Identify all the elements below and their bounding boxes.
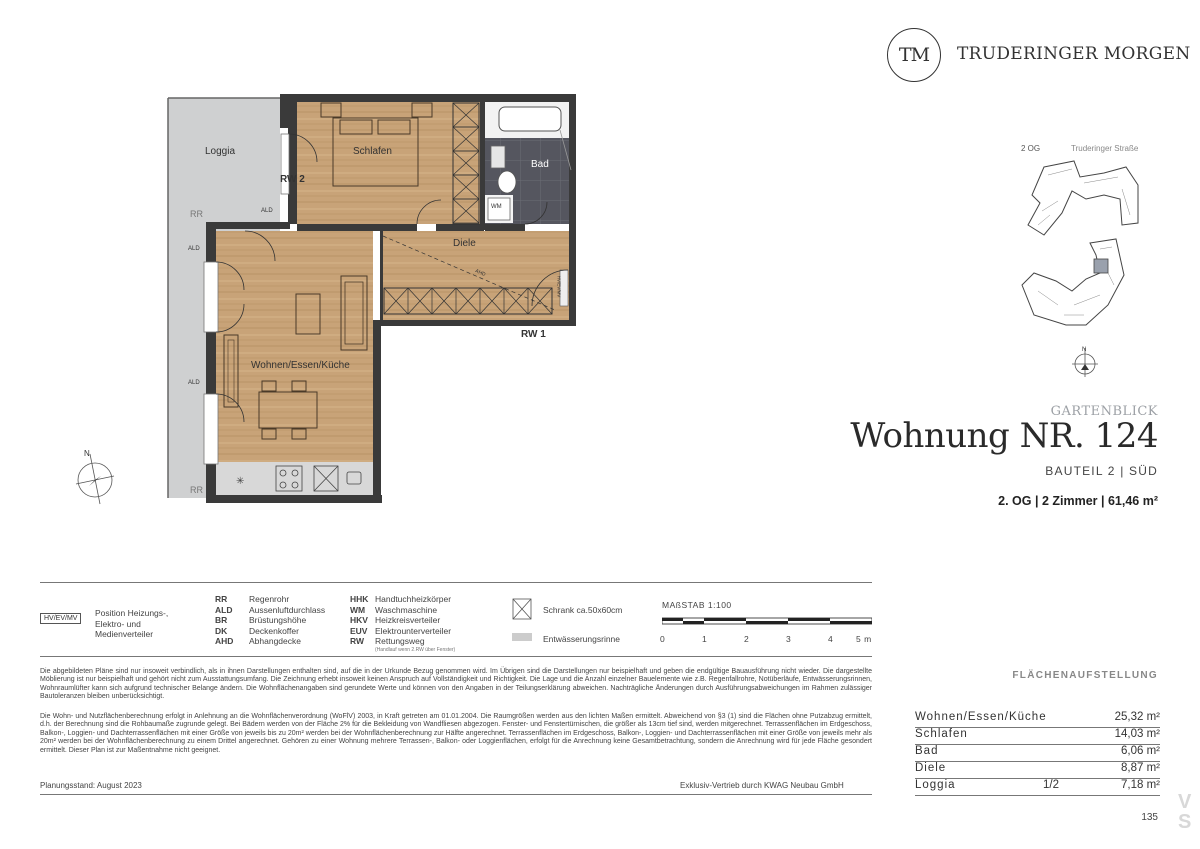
legend-item: HKV Heizkreisverteiler xyxy=(350,615,441,625)
room-label-diele: Diele xyxy=(453,238,476,249)
legend-rinne: Entwässerungsrinne xyxy=(543,634,621,644)
legend-item: RR Regenrohr xyxy=(215,594,290,604)
side-watermark: V S xyxy=(1178,791,1192,833)
wm-marker: WM xyxy=(491,204,502,210)
area-row: Wohnen/Essen/Küche 25,32 m² xyxy=(915,710,1160,728)
disclaimer-paragraph-2: Die Wohn- und Nutzflächenberechnung erfolgt in Anlehnung an die Wohnflächenverordnung (WoFlV) 2003, in Kraft getreten am 01.01.2004. Die Raumgrößen werden aus den lichten Maßen ermittelt. Abweichend von §3 (1) sind die Flächen ohne Putzabzug ermittelt, d.h. der Berechnung sind die Rohbaumaße zugrunde gelegt. Bei Bädern werden von der Fläche 2% für die Bekleidung von Wandfliesen abgezogen. Fenster- und Fenstertürnischen, die größer als 13cm tief sind, werden mitgerechnet. Terrassenflächen im Erdgeschoss, Balkon-, Loggien- und Dachterrassenflächen mit einer Größe von jeweils bis zu 20m² werden bei der Wohnflächenberechnung zur Hälfte angerechnet. Terrassenflächen im Erdgeschoss, Balkon-, Loggien- und Dachterrassenflächen mit einer Größe von jeweils mehr als 20m² werden bei der Wohnflächenberechnung zu einem Drittel angerechnet. Gehören zu einer Wohnung mehrere Terrassen-, Balkon- oder Loggienflächen, erfolgt für die Anrechnung keine Gesamtbetrachtung, sondern die Anrechnung wird für jede Fläche gesondert ermittelt. Dieser Plan ist zur Maßentnahme nicht geeignet. xyxy=(40,713,872,754)
scale-tick-0: 0 xyxy=(660,634,666,644)
ald-marker-3: ALD xyxy=(261,208,273,214)
svg-text:N: N xyxy=(1082,347,1087,353)
room-label-schlafen: Schlafen xyxy=(353,146,392,157)
ald-marker-2: ALD xyxy=(188,380,200,386)
apartment-summary: 2. OG | 2 Zimmer | 61,46 m² xyxy=(998,494,1158,508)
scale-tick-3: 3 xyxy=(786,634,792,644)
room-label-loggia: Loggia xyxy=(205,146,236,157)
apartment-title: Wohnung NR. 124 xyxy=(850,416,1158,456)
room-label-bad: Bad xyxy=(531,159,549,170)
site-street-label: Truderinger Straße xyxy=(1071,144,1139,153)
apartment-category: GARTENBLICK xyxy=(1050,404,1158,419)
toilet xyxy=(498,171,516,193)
site-floor-label: 2 OG xyxy=(1021,144,1041,153)
scale-tick-2: 2 xyxy=(744,634,750,644)
legend-hv-box: HV/EV/MV xyxy=(40,613,81,624)
legend-schrank: Schrank ca.50x60cm xyxy=(543,605,623,615)
legend-item: BR Brüstungshöhe xyxy=(215,615,307,625)
footer-rule xyxy=(40,794,872,795)
svg-text:N: N xyxy=(84,449,90,458)
room-label-wohnen: Wohnen/Essen/Küche xyxy=(251,360,350,371)
area-row: Schlafen 14,03 m² xyxy=(915,727,1160,745)
brand-logo xyxy=(887,28,941,82)
sales-agent: Exklusiv-Vertrieb durch KWAG Neubau GmbH xyxy=(680,781,844,790)
legend-item: ALD Aussenluftdurchlass xyxy=(215,604,326,615)
brand-monogram: TM xyxy=(898,44,930,66)
drain-channel-icon xyxy=(512,633,532,641)
disclaimer-paragraph-1: Die abgebildeten Pläne sind nur insoweit verbindlich, als in ihnen Darstellungen enthalten sind, auf die in der Urkunde Bezug genommen wird. Im Übrigen sind die Darstellungen nur beispielhaft und geben die endgültige Bauausführung nicht wieder. Die dargestellte Möblierung ist nur beispielhaft und gehört nicht zum Ausstattungsumfang. Die Zeichnung erhebt insoweit keinen Anspruch auf Vollständigkeit und Richtigkeit. Die Lage und die Anzahl einzelner Bauelemente wie z.B. Regenfallrohre, Notüberläufe, Entwässerungsrinnen, Wohnraumlüfter kann sich aufgrund technischer Belange ändern. Die Wohnflächenangaben sind gerundete Werte und können von den Angaben in der Teilungserklärung abweichen. Nachträgliche Änderungen durch Ausführungsabweichungen im Rahmen zulässiger Bautoleranzen bleiben unberücksichtigt. xyxy=(40,668,872,701)
site-apartment-highlight xyxy=(1094,259,1108,273)
legend-column-2 xyxy=(350,594,455,653)
areas-title: FLÄCHENAUFSTELLUNG xyxy=(1012,670,1158,681)
legend-item: AHD Abhangdecke xyxy=(215,636,301,646)
legend-rw-note: (Handlauf wenn 2.RW über Fenster) xyxy=(375,646,456,653)
legend-item: HHK Handtuchheizkörper xyxy=(350,594,452,604)
scale-bar xyxy=(662,617,872,627)
north-arrow-icon xyxy=(70,446,120,506)
ahd-marker: AHD xyxy=(474,268,487,278)
planning-date: Planungsstand: August 2023 xyxy=(40,781,142,790)
area-row: Diele 8,87 m² xyxy=(915,761,1160,779)
rain-pipe-bottom: RR xyxy=(190,485,203,495)
ald-marker-1: ALD xyxy=(188,246,200,252)
legend-item: EUV Elektrounterverteiler xyxy=(350,625,452,636)
legend-item: RW Rettungsweg xyxy=(350,636,425,646)
scale-title: MAßSTAB 1:100 xyxy=(662,600,732,610)
page-number: 135 xyxy=(1141,812,1158,823)
legend-top-rule xyxy=(40,582,872,583)
legend-item: WM Waschmaschine xyxy=(350,604,438,615)
brand-name: TRUDERINGER MORGEN xyxy=(957,44,1191,64)
hv-marker: HV/EV/MV xyxy=(556,275,562,298)
legend-hv-text: Position Heizungs-, Elektro- und Medienverteiler xyxy=(95,608,169,639)
bathtub xyxy=(499,107,561,131)
sink xyxy=(491,146,505,168)
apartment-section: BAUTEIL 2 | SÜD xyxy=(1045,464,1158,478)
scale-tick-1: 1 xyxy=(702,634,708,644)
wardrobe-symbol-icon xyxy=(512,598,532,620)
scale-tick-4: 4 xyxy=(828,634,834,644)
rescue-route-2: RW 2 xyxy=(280,174,305,185)
site-plan xyxy=(1014,155,1160,335)
legend-item: DK Deckenkoffer xyxy=(215,625,299,636)
area-row: Loggia 1/2 7,18 m² xyxy=(915,778,1160,796)
scale-tick-5: 5 m xyxy=(856,634,872,644)
wardrobe-hall xyxy=(384,288,552,314)
rescue-route-1: RW 1 xyxy=(521,329,546,340)
svg-text:✳: ✳ xyxy=(236,476,245,487)
legend-column-1 xyxy=(215,594,325,647)
site-north-arrow-icon xyxy=(1068,344,1102,378)
area-row: Bad 6,06 m² xyxy=(915,744,1160,762)
legend-bottom-rule xyxy=(40,656,872,657)
rain-pipe-top: RR xyxy=(190,209,203,219)
